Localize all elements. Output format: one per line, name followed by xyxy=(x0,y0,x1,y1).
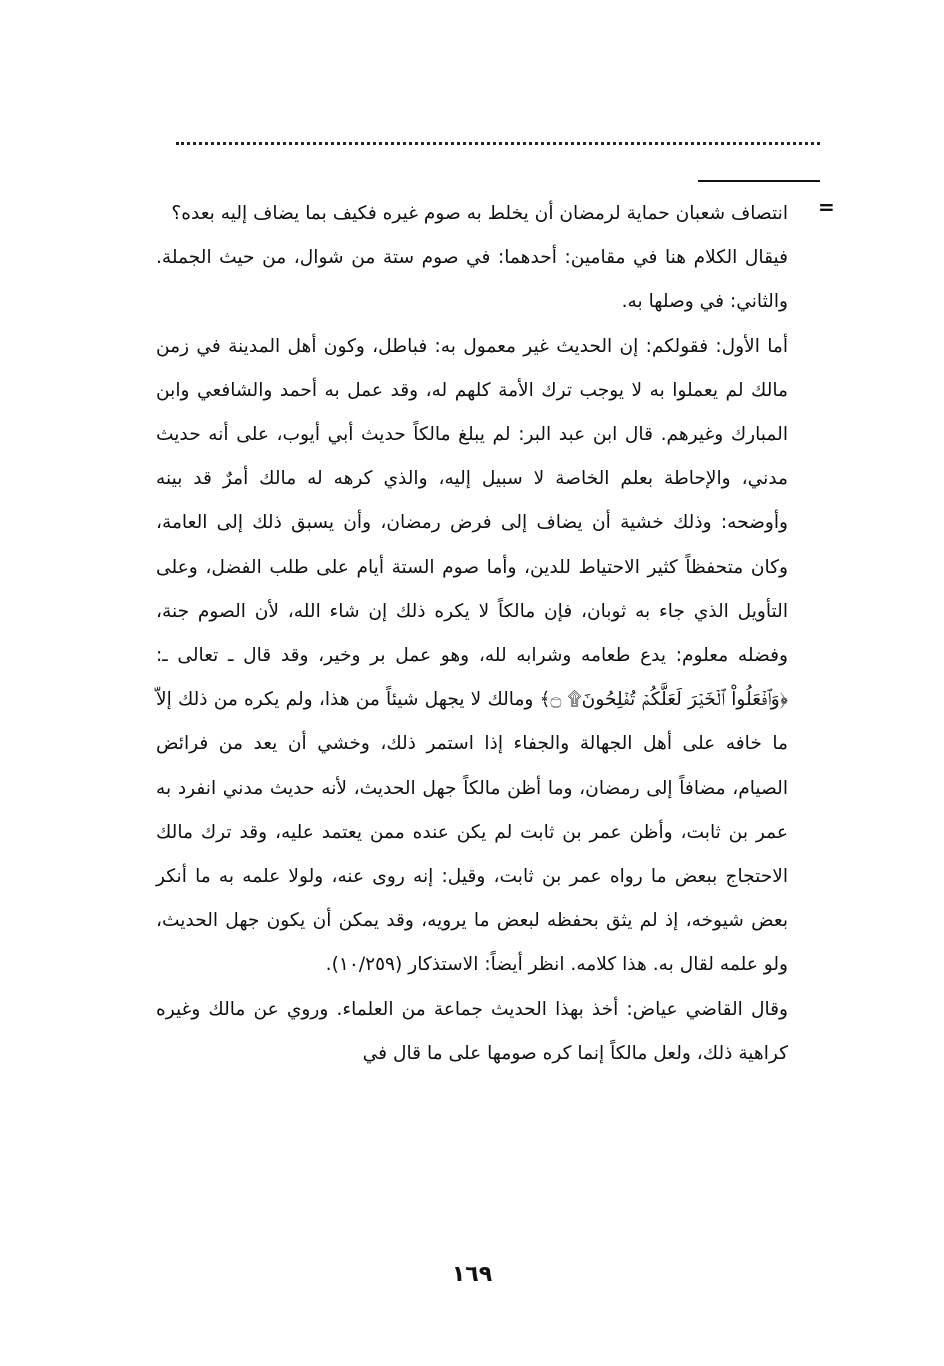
footnote-text xyxy=(156,192,788,1076)
dotted-separator xyxy=(176,142,820,145)
footnote-rule xyxy=(698,180,820,182)
page-number: ١٦٩ xyxy=(451,1262,493,1287)
continuation-mark: = xyxy=(818,195,835,219)
paragraph: أما الأول: فقولكم: إن الحديث غير معمول به: فباطل، وكون أهل المدينة في زمن مالك لم يعملوا به لا يوجب ترك الأمة كلهم له، وقد عمل به أحمد والشافعي وابن المبارك وغيرهم. قال ابن عبد البر: لم يبلغ مالكاً حديث أبي أيوب، على أنه حديث مدني، والإحاطة بعلم الخاصة لا سبيل إليه، والذي كرهه له مالك أمرٌ قد بينه وأوضحه: وذلك خشية أن يضاف إلى فرض رمضان، وأن يسبق ذلك إلى العامة، وكان متحفظاً كثير الاحتياط للدين، وأما صوم الستة أيام على طلب الفضل، وعلى التأويل الذي جاء به ثوبان، فإن مالكاً لا يكره ذلك إن شاء الله، لأن الصوم جنة، وفضله معلوم: يدع طعامه وشرابه لله، وهو عمل بر وخير، وقد قال ـ تعالى ـ: ﴿وَٱفۡعَلُواْ ٱلۡخَيۡرَ لَعَلَّكُمۡ تُفۡلِحُونَ۩ ۝﴾ ومالك لا يجهل شيئاً من هذا، ولم يكره من ذلك إلاّ ما خافه على أهل الجهالة والجفاء إذا استمر ذلك، وخشي أن يعد من فرائض الصيام، مضافاً إلى رمضان، وما أظن مالكاً جهل الحديث، لأنه حديث مدني انفرد به عمر بن ثابت، وأظن عمر بن ثابت لم يكن عنده ممن يعتمد عليه، وقد ترك مالك الاحتجاج ببعض ما رواه عمر بن ثابت، وقيل: إنه روى عنه، ولولا علمه به ما أنكر بعض شيوخه، إذ لم يثق بحفظه لبعض ما يرويه، وقد يمكن أن يكون جهل الحديث، ولو علمه لقال به. هذا كلامه. انظر أيضاً: الاستذكار (١٠/٢٥٩). xyxy=(156,335,788,976)
paragraph: فيقال الكلام هنا في مقامين: أحدهما: في صوم ستة من شوال، من حيث الجملة. والثاني: في وصلها به. xyxy=(156,247,788,313)
paragraph: انتصاف شعبان حماية لرمضان أن يخلط به صوم غيره فكيف بما يضاف إليه بعده؟ xyxy=(171,203,788,224)
paragraph: وقال القاضي عياض: أخذ بهذا الحديث جماعة من العلماء. وروي عن مالك وغيره كراهية ذلك، ولعل مالكاً إنما كره صومها على ما قال في xyxy=(156,998,788,1064)
